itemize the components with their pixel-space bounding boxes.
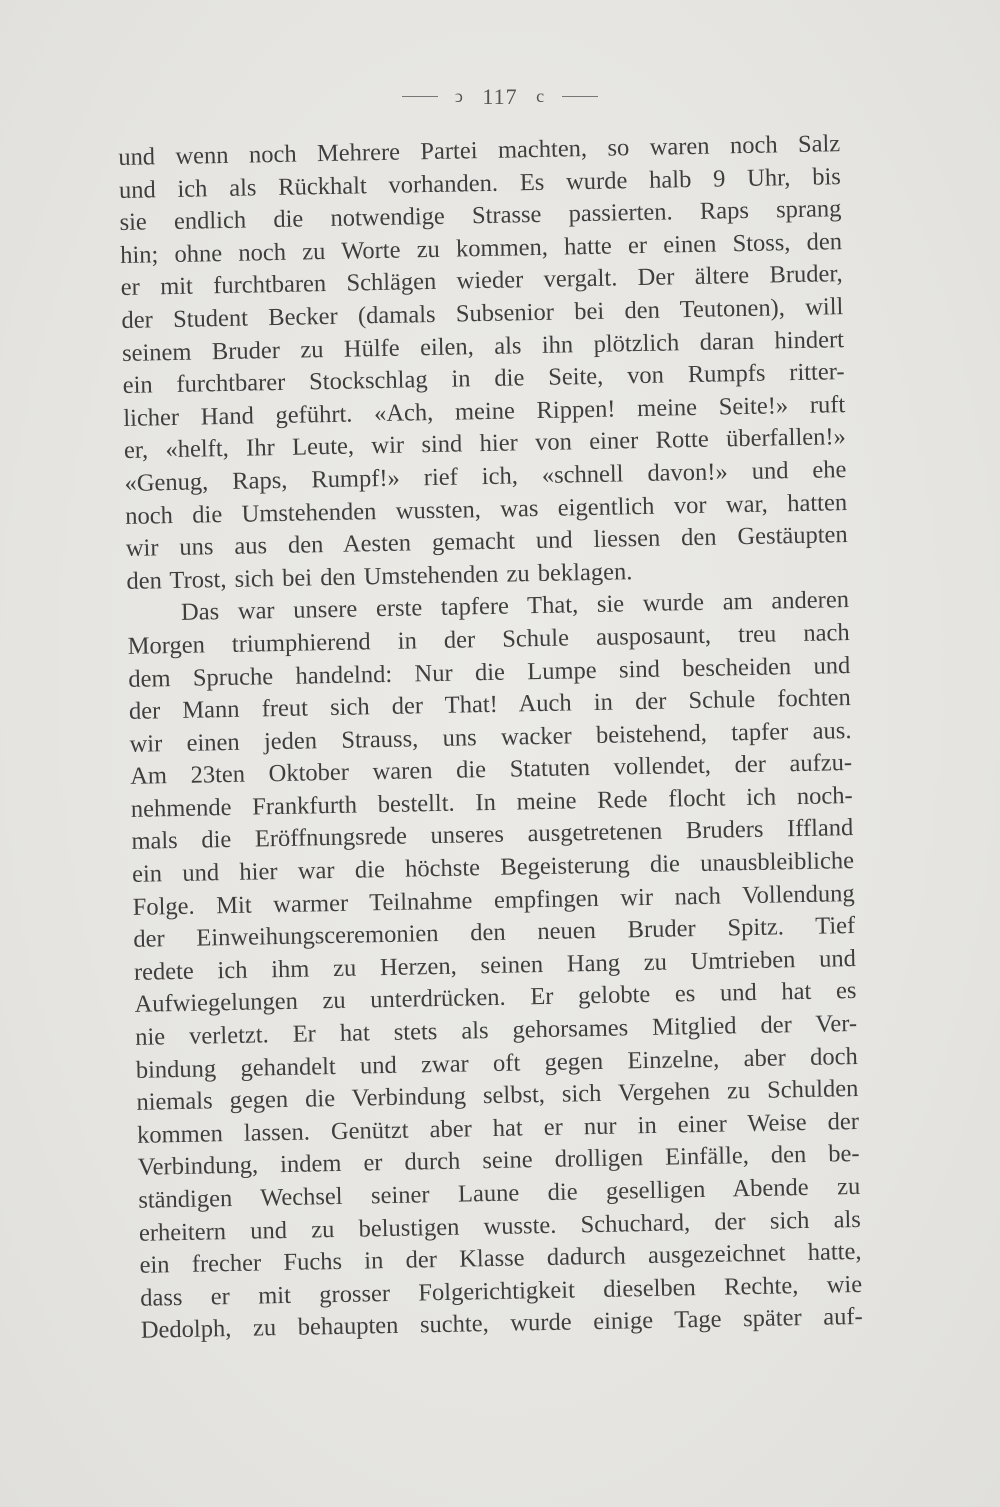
text-line: bindung gehandelt und zwar oft gegen Einzelne, aber doch [135, 1042, 858, 1084]
text-line: dem Spruche handelnd: Nur die Lumpe sind bescheiden und [128, 651, 851, 693]
page-number: 117 [482, 83, 518, 109]
text-line: dass er mit grosser Folgerichtigkeit dieselben Rechte, wie [139, 1270, 863, 1312]
text-line: redete ich ihm zu Herzen, seinen Hang zu Umtrieben und [133, 944, 857, 986]
text-line: der Mann freut sich der That! Auch in der Schule fochten [128, 684, 852, 725]
text-line: nehmende Frankfurth bestellt. In meine Rede flocht ich noch- [130, 781, 853, 823]
text-line: Folge. Mit warmer Teilnahme empfingen wir nach Vollendung [132, 879, 855, 921]
text-line: den Trost, sich bei den Umstehenden zu beklagen. [126, 557, 633, 595]
text-line: der Einweihungsceremonien den neuen Bruder Spitz. Tief [133, 912, 856, 954]
body-text [118, 128, 863, 1348]
text-line: hin; ohne noch zu Worte zu kommen, hatte er einen Stoss, den [119, 227, 843, 269]
text-line: ein furchtbarer Stockschlag in die Seite, von Rumpfs ritter- [122, 358, 845, 400]
text-line: «Genug, Raps, Rumpf!» rief ich, «schnell davon!» und ehe [124, 456, 847, 497]
page-header [0, 82, 1000, 110]
text-line: nie verletzt. Er hat stets als gehorsames Mitglied der Ver- [134, 1010, 858, 1051]
header-right-ornament: c [536, 86, 546, 107]
text-line: sie endlich die notwendige Strasse passierten. Raps sprang [119, 195, 842, 237]
text-line: und wenn noch Mehrere Partei machten, so waren noch Salz [118, 130, 841, 171]
text-line: Am 23ten Oktober waren die Statuten vollendet, der aufzu- [129, 749, 853, 791]
text-line: Morgen triumphierend in der Schule ausposaunt, treu nach [127, 618, 850, 660]
paragraph-start-line: Das war unsere erste tapfere That, sie wurde am anderen [180, 586, 850, 627]
text-line: er, «helft, Ihr Leute, wir sind hier von einer Rotte überfallen!» [123, 423, 847, 465]
header-left-ornament: ↄ [454, 86, 464, 107]
text-line: mals die Eröffnungsrede unseres ausgetretenen Bruders Iffland [131, 814, 854, 856]
text-line: und ich als Rückhalt vorhanden. Es wurde halb 9 Uhr, bis [118, 162, 842, 204]
text-line: licher Hand geführt. «Ach, meine Rippen! meine Seite!» ruft [123, 390, 846, 432]
text-line: wir uns aus den Aesten gemacht und liessen den Gestäupten [125, 521, 848, 563]
header-left-rule [402, 96, 438, 97]
text-line: wir einen jeden Strauss, uns wacker beistehend, tapfer aus. [129, 716, 852, 758]
text-line: ein und hier war die höchste Begeisterung die unausbleibliche [131, 847, 855, 888]
header-right-rule [562, 96, 598, 97]
text-line: niemals gegen die Verbindung selbst, sich Vergehen zu Schulden [136, 1075, 859, 1117]
text-line: Verbindung, indem er durch seine drolligen Einfälle, den be- [137, 1140, 860, 1182]
text-line: ständigen Wechsel seiner Laune die geselligen Abende zu [138, 1172, 861, 1214]
text-line: noch die Umstehenden wussten, was eigentlich vor war, hatten [124, 488, 848, 530]
text-line: erheitern und zu belustigen wusste. Schuchard, der sich als [138, 1205, 862, 1247]
text-line: ein frecher Fuchs in der Klasse dadurch ausgezeichnet hatte, [139, 1238, 862, 1279]
text-line: er mit furchtbaren Schlägen wieder vergalt. Der ältere Bruder, [120, 260, 843, 302]
text-line: seinem Bruder zu Hülfe eilen, als ihn plötzlich daran hindert [121, 325, 845, 367]
text-line: Dedolph, zu behaupten suchte, wurde einige Tage später auf- [140, 1303, 863, 1345]
text-line: kommen lassen. Genützt aber hat er nur in einer Weise der [136, 1107, 860, 1149]
text-line: Aufwiegelungen zu unterdrücken. Er gelobte es und hat es [134, 977, 857, 1019]
text-line: der Student Becker (damals Subsenior bei den Teutonen), will [121, 293, 844, 334]
